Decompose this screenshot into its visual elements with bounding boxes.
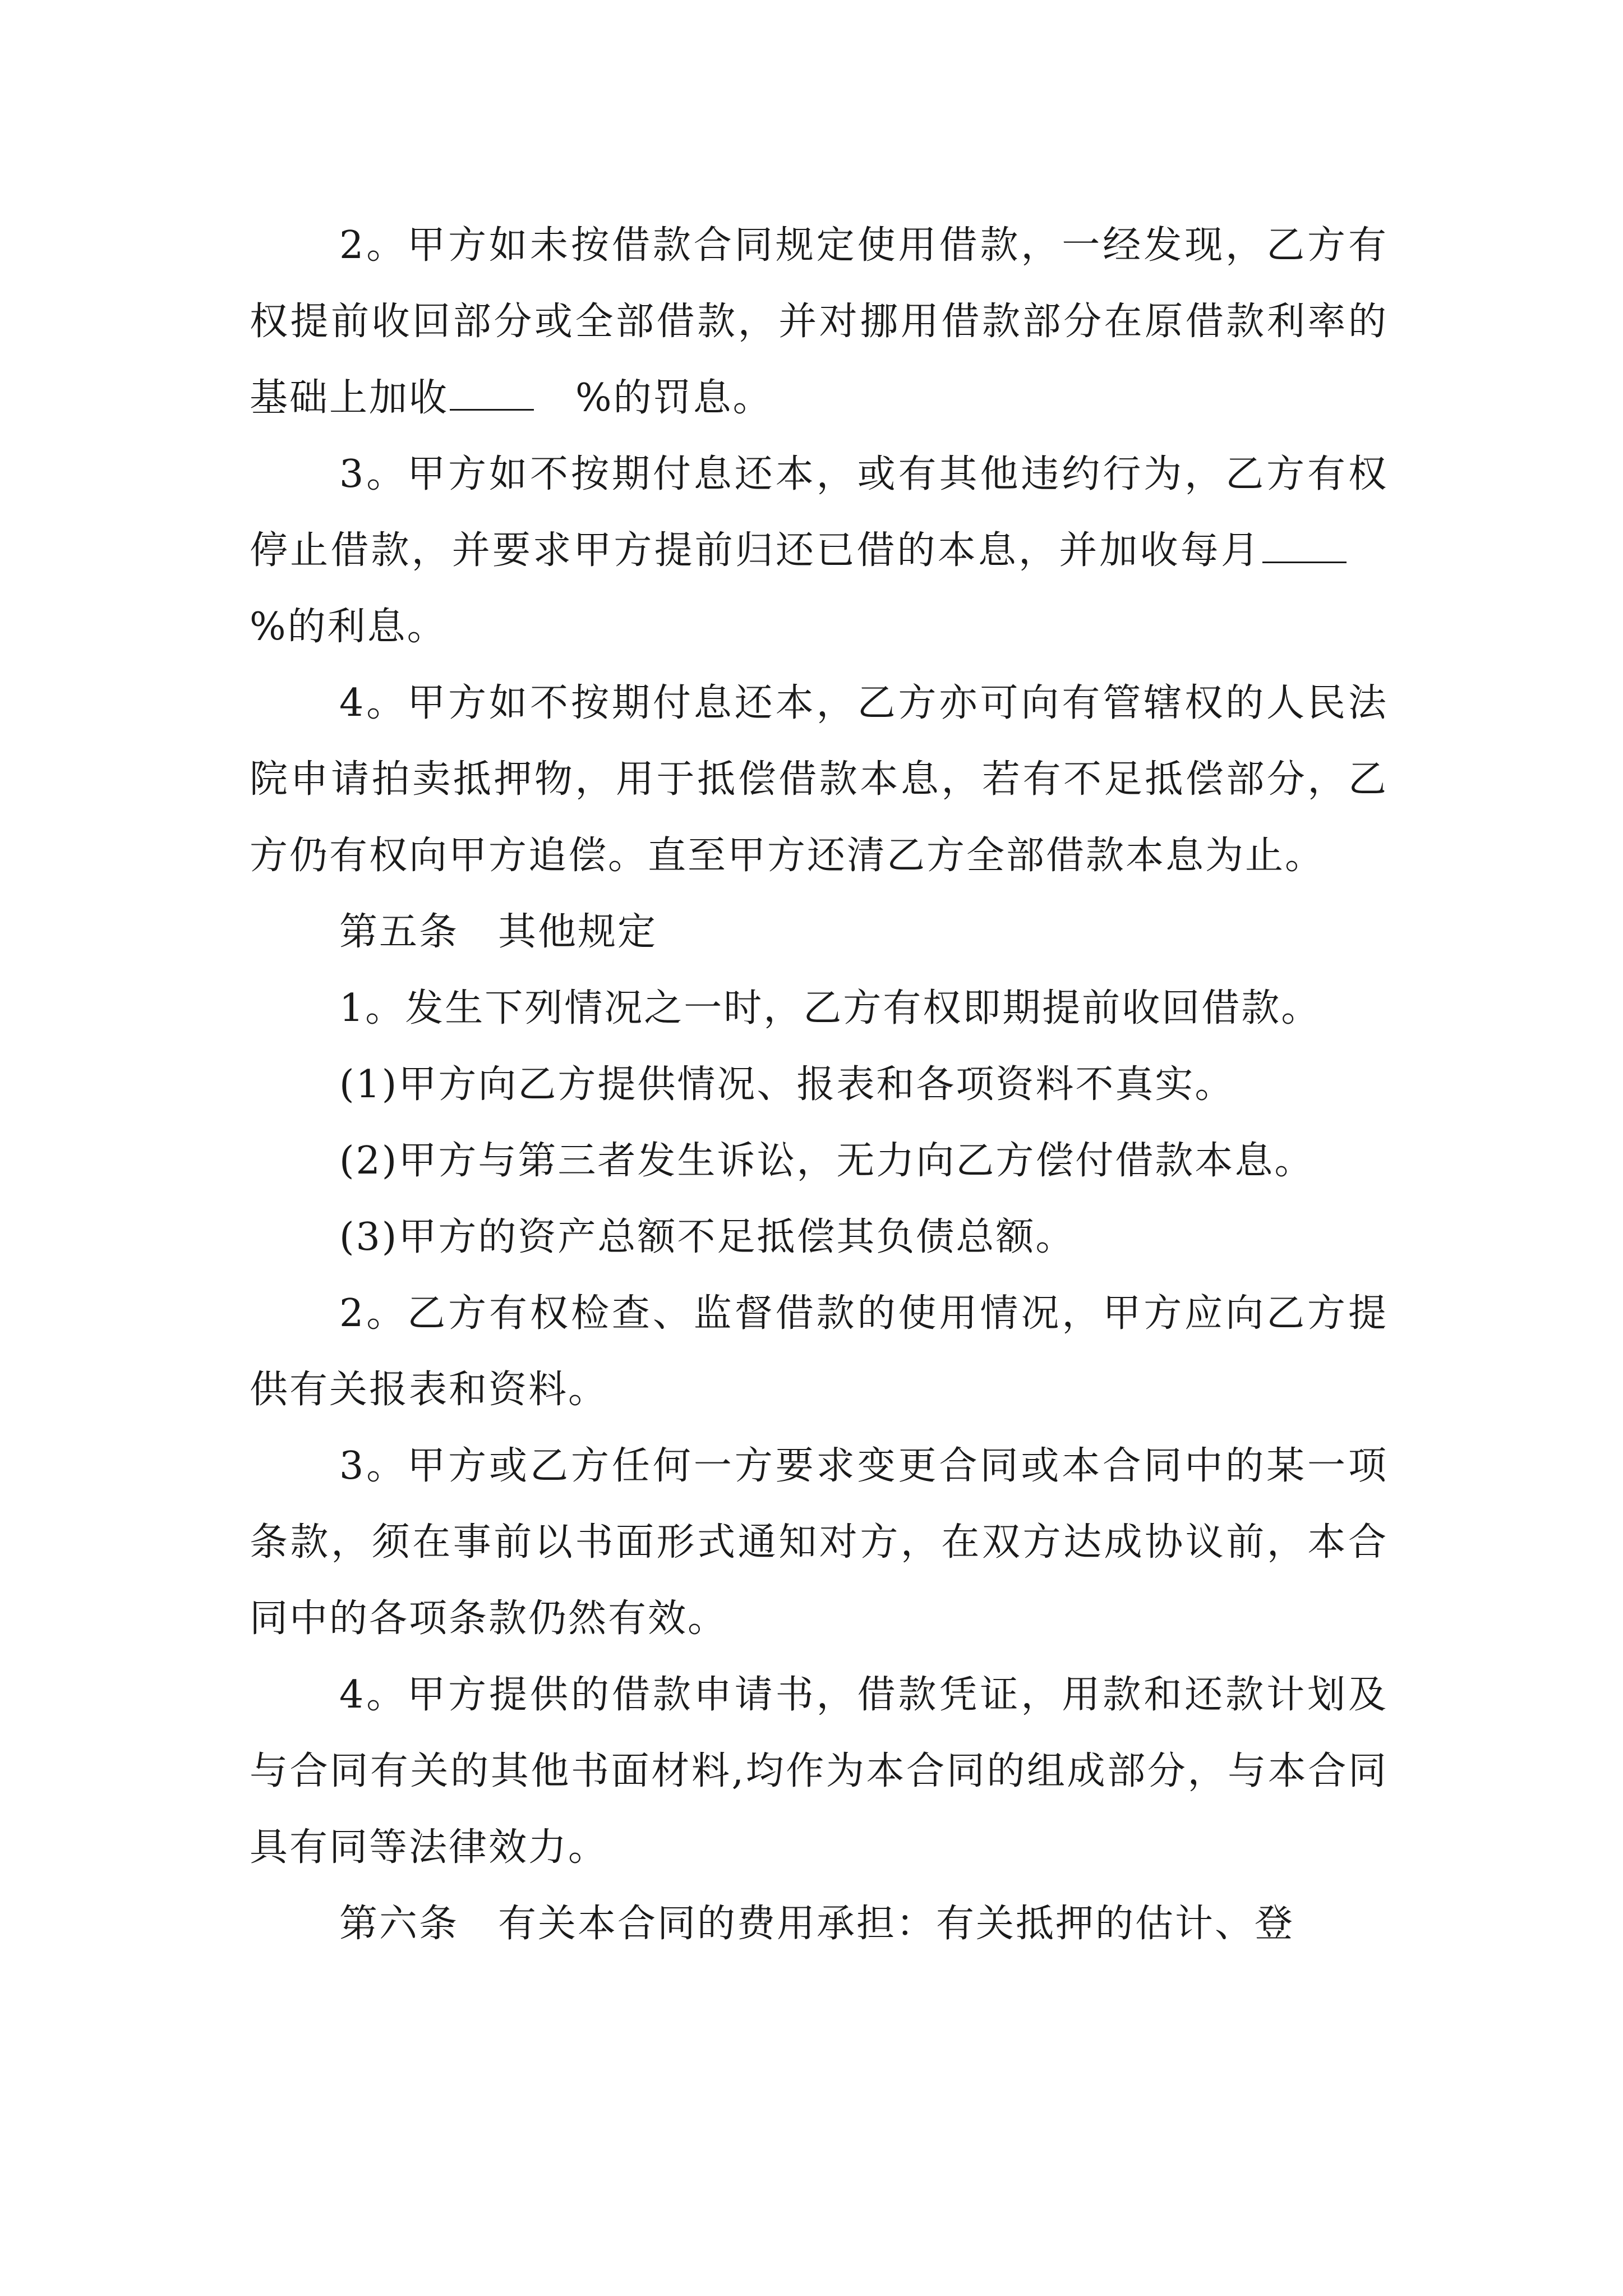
- clause4-item2-suffix: %的罚息。: [575, 376, 773, 420]
- clause5-heading: [250, 894, 1388, 970]
- clause5-sub1: (1)甲方向乙方提供情况、报表和各项资料不真实。: [339, 1062, 1235, 1107]
- clause5-sub3: (3)甲方的资产总额不足抵偿其负债总额。: [339, 1215, 1076, 1259]
- clause5-item3: 3。甲方或乙方任何一方要求变更合同或本合同中的某一项条款，须在事前以书面形式通知对方，在双方达成协议前，本合同中的各项条款仍然有效。: [250, 1444, 1388, 1641]
- clause5-number: 第五条: [339, 910, 459, 954]
- monthly-interest-blank: [1262, 528, 1347, 563]
- clause5-item1: 1。发生下列情况之一时，乙方有权即期提前收回借款。: [339, 986, 1321, 1030]
- clause5-sub2: (2)甲方与第三者发生诉讼，无力向乙方偿付借款本息。: [339, 1139, 1315, 1183]
- clause4-item3-suffix: %的利息。: [250, 605, 447, 649]
- clause4-item3: [250, 436, 1388, 665]
- clause6-heading: [250, 1886, 1388, 1962]
- contract-body: [250, 208, 1388, 1962]
- clause4-item4: 4。甲方如不按期付息还本，乙方亦可向有管辖权的人民法院申请拍卖抵押物，用于抵偿借款本息，若有不足抵偿部分，乙方仍有权向甲方追偿。直至甲方还清乙方全部借款本息为止。: [250, 681, 1388, 878]
- clause5-title: 其他规定: [498, 910, 658, 954]
- clause4-item2: [250, 208, 1388, 436]
- clause6-text: 有关本合同的费用承担：有关抵押的估计、登: [498, 1902, 1295, 1946]
- clause6-number: 第六条: [339, 1902, 459, 1946]
- penalty-rate-blank: [450, 375, 534, 411]
- clause4-item3-text: 3。甲方如不按期付息还本，或有其他违约行为，乙方有权停止借款，并要求甲方提前归还已借的本息，并加收每月: [250, 452, 1388, 573]
- clause4-item2-text: 2。甲方如未按借款合同规定使用借款，一经发现，乙方有权提前收回部分或全部借款，并对挪用借款部分在原借款利率的基础上加收: [250, 223, 1388, 420]
- clause5-item4: 4。甲方提供的借款申请书，借款凭证，用款和还款计划及与合同有关的其他书面材料,均作为本合同的组成部分，与本合同具有同等法律效力。: [250, 1673, 1388, 1870]
- clause5-item2: 2。乙方有权检查、监督借款的使用情况，甲方应向乙方提供有关报表和资料。: [250, 1291, 1388, 1412]
